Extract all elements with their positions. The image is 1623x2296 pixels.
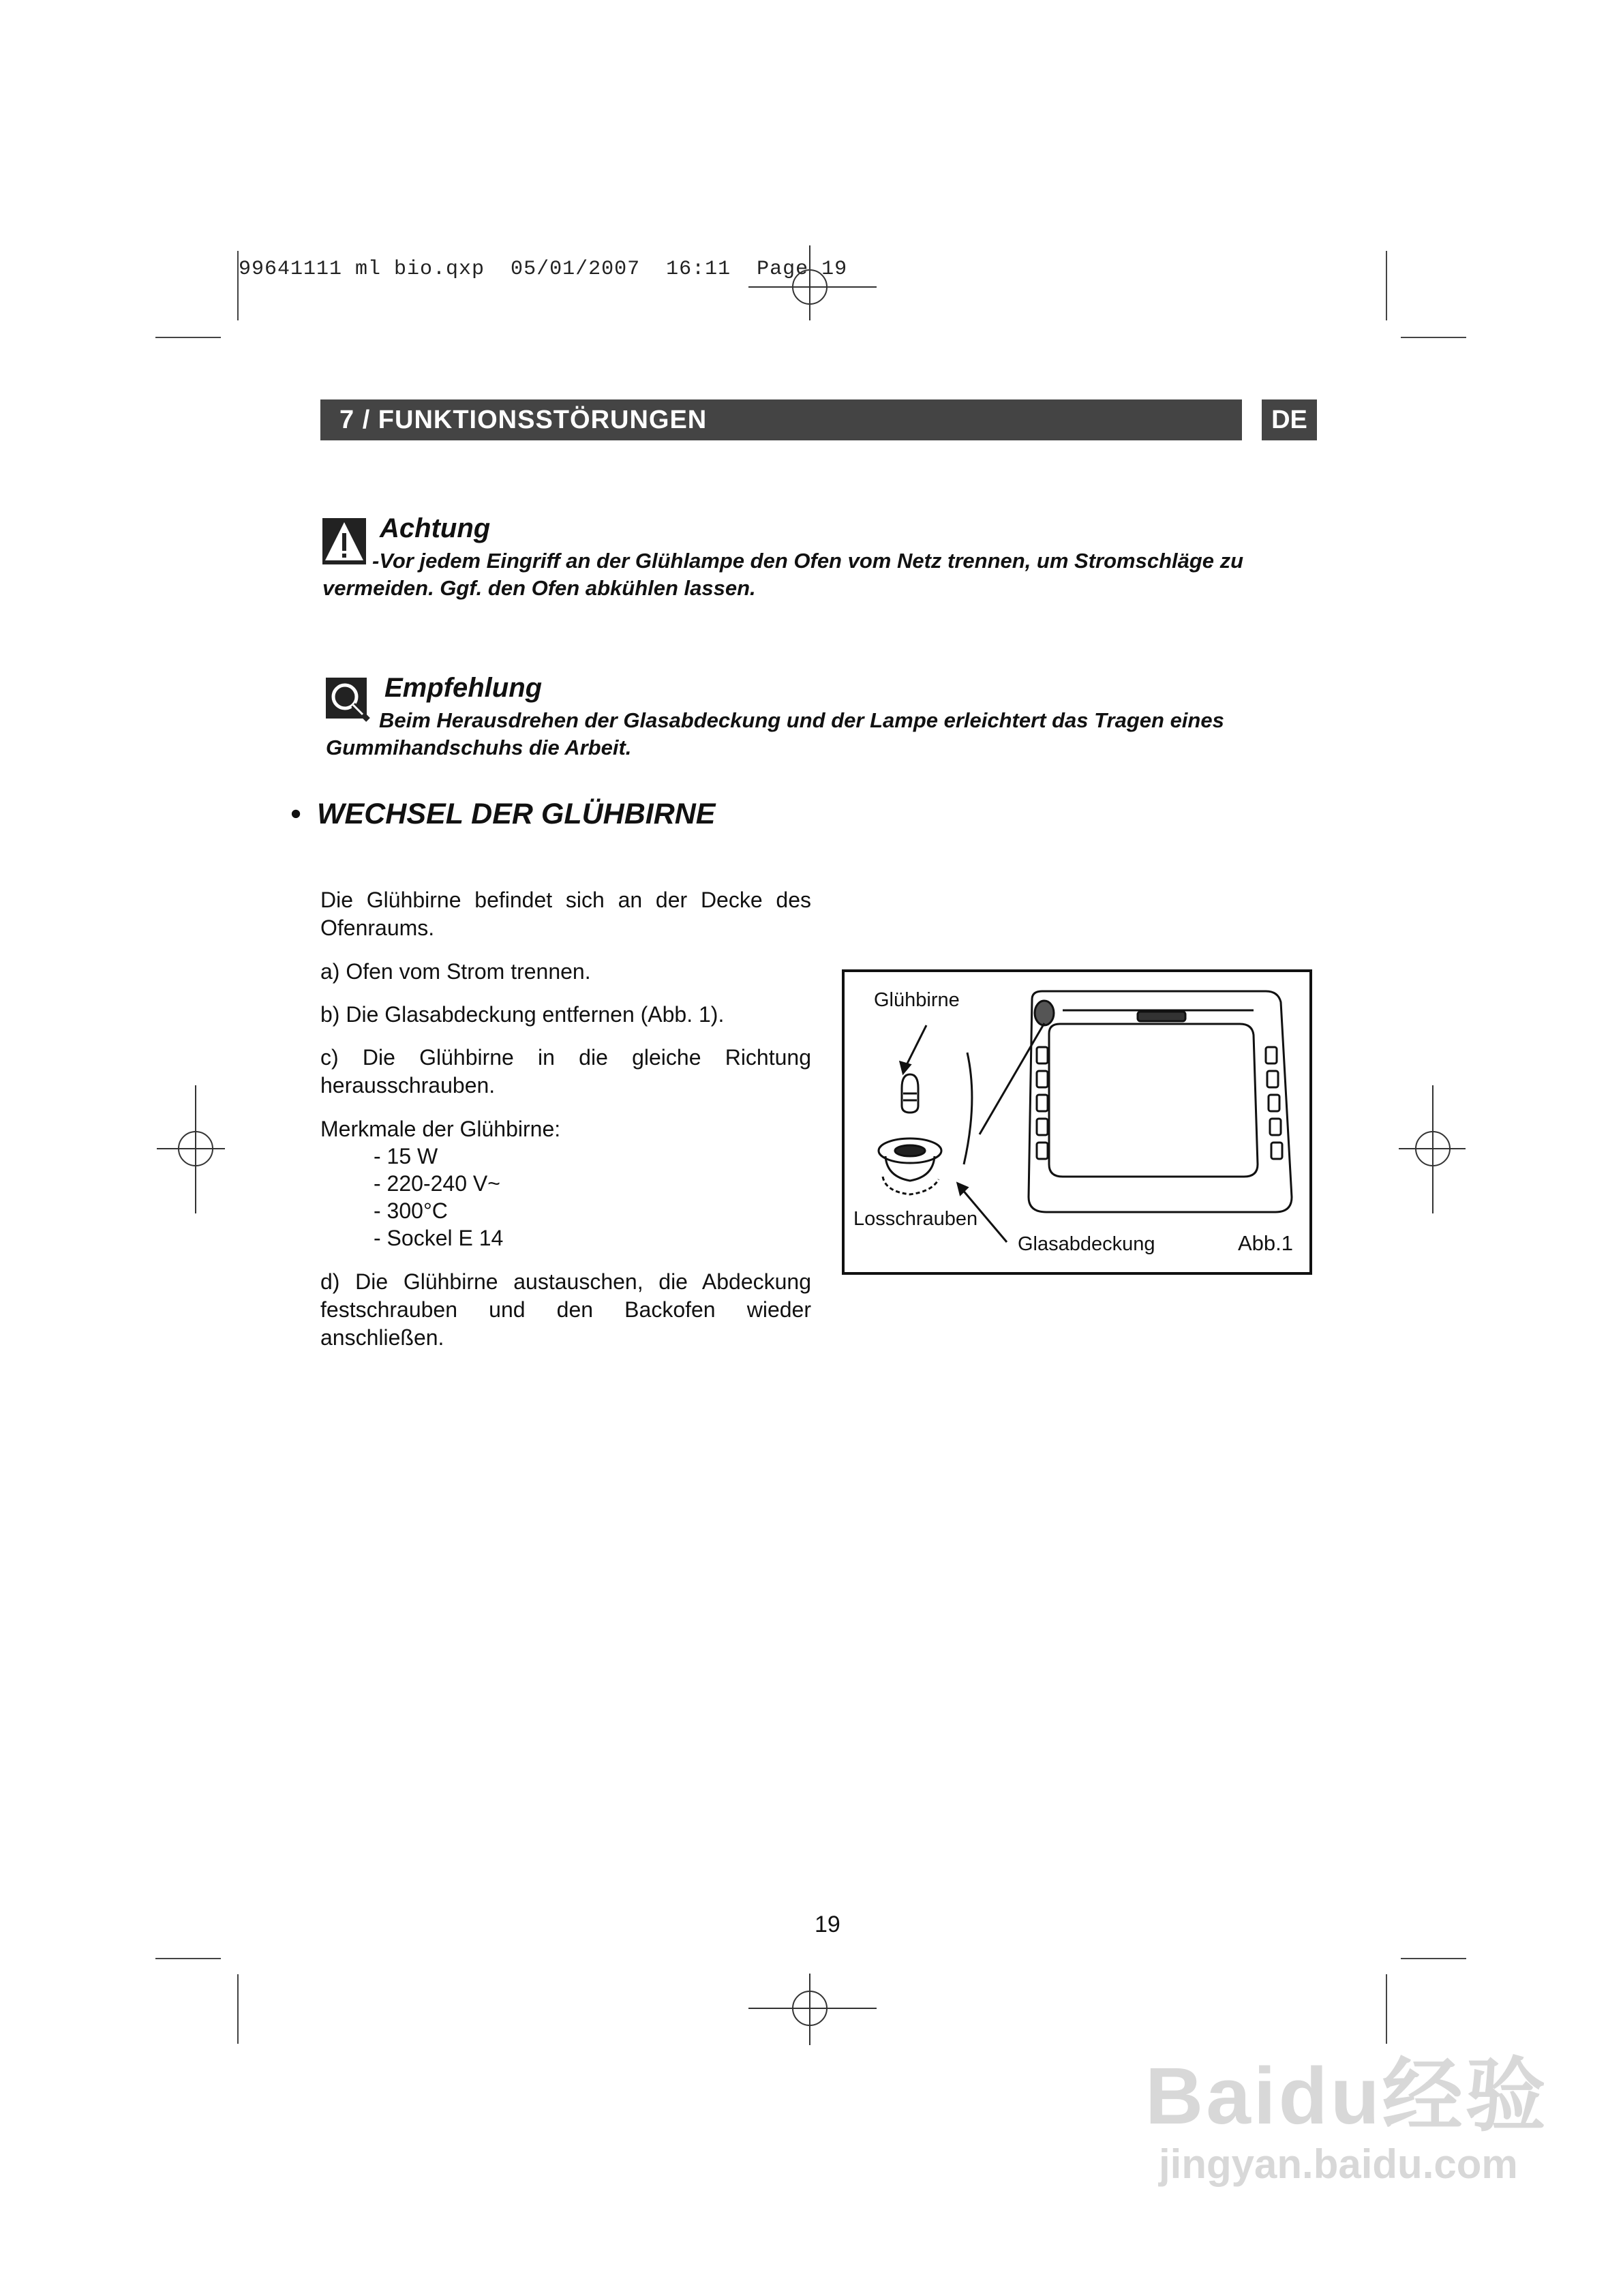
- section-title: [290, 798, 715, 831]
- spec-item: - 300°C: [374, 1198, 448, 1223]
- recommendation-line-2: Gummihandschuhs die Arbeit.: [326, 736, 632, 759]
- spec-item: - 15 W: [374, 1144, 438, 1168]
- recommendation-line-1: Beim Herausdrehen der Glasabdeckung und der Lampe erleichtert das Tragen eines: [379, 708, 1224, 732]
- chapter-header: 7 / FUNKTIONSSTÖRUNGEN: [320, 399, 1242, 440]
- section-bullet: •: [290, 798, 301, 830]
- section-title-text: WECHSEL DER GLÜHBIRNE: [316, 798, 716, 830]
- label-unscrew: Losschrauben: [853, 1208, 978, 1230]
- warning-triangle-icon: [322, 518, 366, 564]
- figure-abb1: [842, 969, 1312, 1275]
- magnifier-icon: [326, 678, 371, 723]
- label-glass-cover: Glasabdeckung: [1018, 1233, 1155, 1255]
- warning-line-1: -Vor jedem Eingriff an der Glühlampe den Ofen vom Netz trennen, um Stromschläge zu: [372, 549, 1244, 573]
- watermark-brand: Baidu经验: [1145, 2051, 1549, 2141]
- watermark: [1145, 2052, 1549, 2188]
- warning-title: Achtung: [380, 513, 491, 543]
- print-slug: 99641111 ml bio.qxp 05/01/2007 16:11 Page 19: [239, 258, 848, 281]
- language-badge: DE: [1262, 399, 1317, 440]
- spec-item: - Sockel E 14: [374, 1226, 504, 1250]
- step-a: a) Ofen vom Strom trennen.: [320, 959, 591, 984]
- step-c: c) Die Glühbirne in die gleiche Richtung herausschrauben.: [320, 1045, 811, 1098]
- page-number: 19: [815, 1912, 840, 1937]
- step-b: b) Die Glasabdeckung entfernen (Abb. 1).: [320, 1002, 725, 1027]
- specs-title: Merkmale der Glühbirne:: [320, 1117, 561, 1141]
- label-bulb: Glühbirne: [874, 989, 960, 1011]
- step-d: d) Die Glühbirne austauschen, die Abdeckung festschrauben und den Backofen wieder anschließen.: [320, 1269, 811, 1350]
- intro-paragraph: Die Glühbirne befindet sich an der Decke des Ofenraums.: [320, 888, 811, 940]
- recommendation-title: Empfehlung: [384, 673, 543, 703]
- spec-item: - 220-240 V~: [374, 1171, 500, 1196]
- watermark-url: jingyan.baidu.com: [1159, 2141, 1518, 2187]
- figure-caption: Abb.1: [1238, 1231, 1294, 1255]
- warning-line-2: vermeiden. Ggf. den Ofen abkühlen lassen.: [322, 576, 756, 600]
